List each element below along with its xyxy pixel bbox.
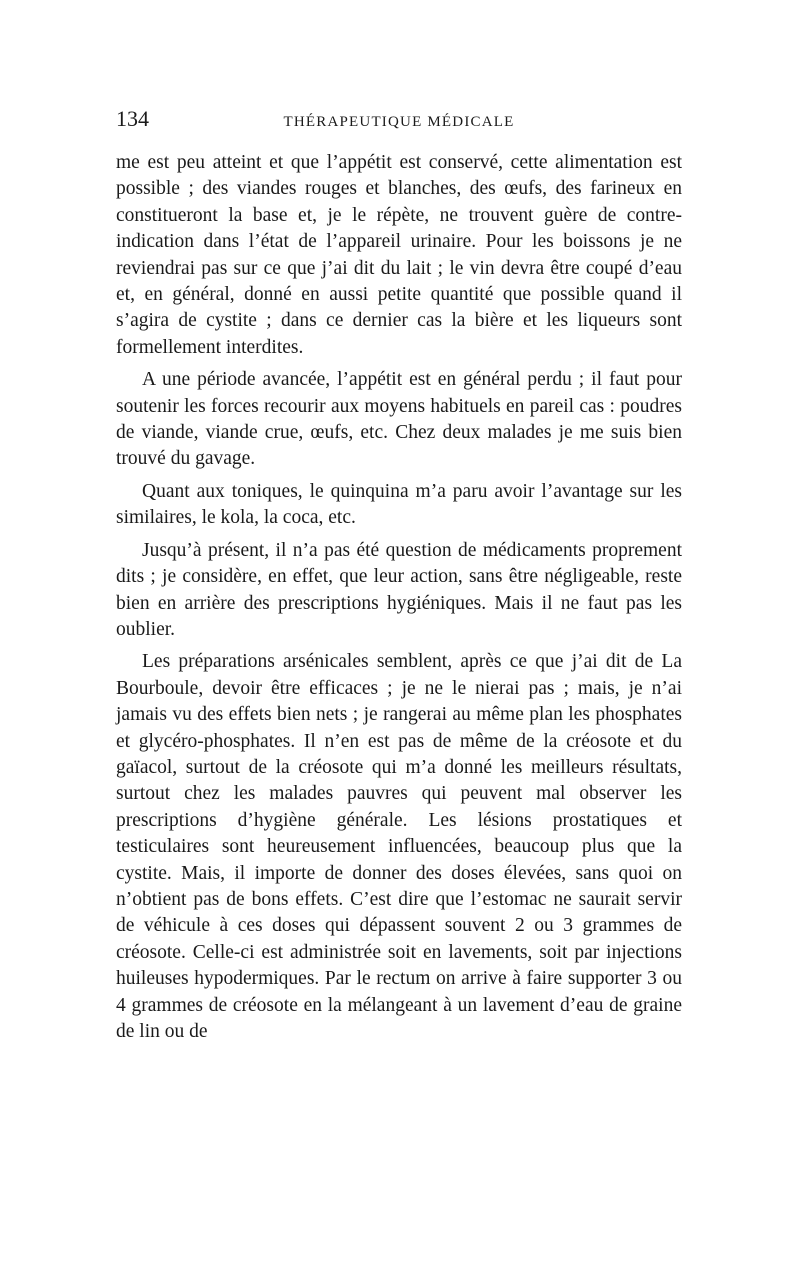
running-title: THÉRAPEUTIQUE MÉDICALE xyxy=(283,114,515,130)
paragraph: Quant aux toniques, le quinquina m’a paru avoir l’avantage sur les similaires, le kola, la coca, etc. xyxy=(116,480,682,529)
book-page xyxy=(116,106,682,1051)
page-number: 134 xyxy=(116,106,149,131)
body-text xyxy=(116,150,682,1045)
paragraph: A une période avancée, l’appétit est en général perdu ; il faut pour soutenir les forces recourir aux moyens habituels en pareil cas : poudres de viande, viande crue, œufs, etc. Chez deux malades je me suis bien trouvé du gavage. xyxy=(116,369,682,470)
page-header xyxy=(116,106,682,142)
paragraph: Les préparations arsénicales semblent, après ce que j’ai dit de La Bourboule, devoir être efficaces ; je ne le nierai pas ; mais, je n’ai jamais vu des effets bien nets ; je rangerai au même plan les phosphates et glycéro-phosphates. Il n’en est pas de même de la créosote et du gaïacol, surtout de la créosote qui m’a donné les meilleurs résultats, surtout chez les malades pauvres qui peuvent mal observer les prescriptions d’hygiène générale. Les lésions prostatiques et testiculaires sont heureusement influencées, beaucoup plus que la cystite. Mais, il importe de donner des doses élevées, sans quoi on n’obtient pas de bons effets. C’est dire que l’estomac ne saurait servir de véhicule à ces doses qui dépassent souvent 2 ou 3 grammes de créosote. Celle-ci est administrée soit en lavements, soit par injections huileuses hypodermiques. Par le rectum on arrive à faire supporter 3 ou 4 grammes de créosote en la mélangeant à un lavement d’eau de graine de lin ou de xyxy=(116,651,682,1042)
paragraph: Jusqu’à présent, il n’a pas été question de médicaments proprement dits ; je considère, en effet, que leur action, sans être négligeable, reste bien en arrière des prescriptions hygiéniques. Mais il ne faut pas les oublier. xyxy=(116,539,682,640)
paragraph-continued: me est peu atteint et que l’appétit est conservé, cette alimentation est possible ; des viandes rouges et blanches, des œufs, des farineux en constitueront la base et, je le répète, ne trouvent guère de contre-indication dans l’état de l’appareil urinaire. Pour les boissons je ne reviendrai pas sur ce que j’ai dit du lait ; le vin devra être coupé d’eau et, en général, donné en aussi petite quantité que possible quand il s’agira de cystite ; dans ce dernier cas la bière et les liqueurs sont formellement interdites. xyxy=(116,152,682,358)
